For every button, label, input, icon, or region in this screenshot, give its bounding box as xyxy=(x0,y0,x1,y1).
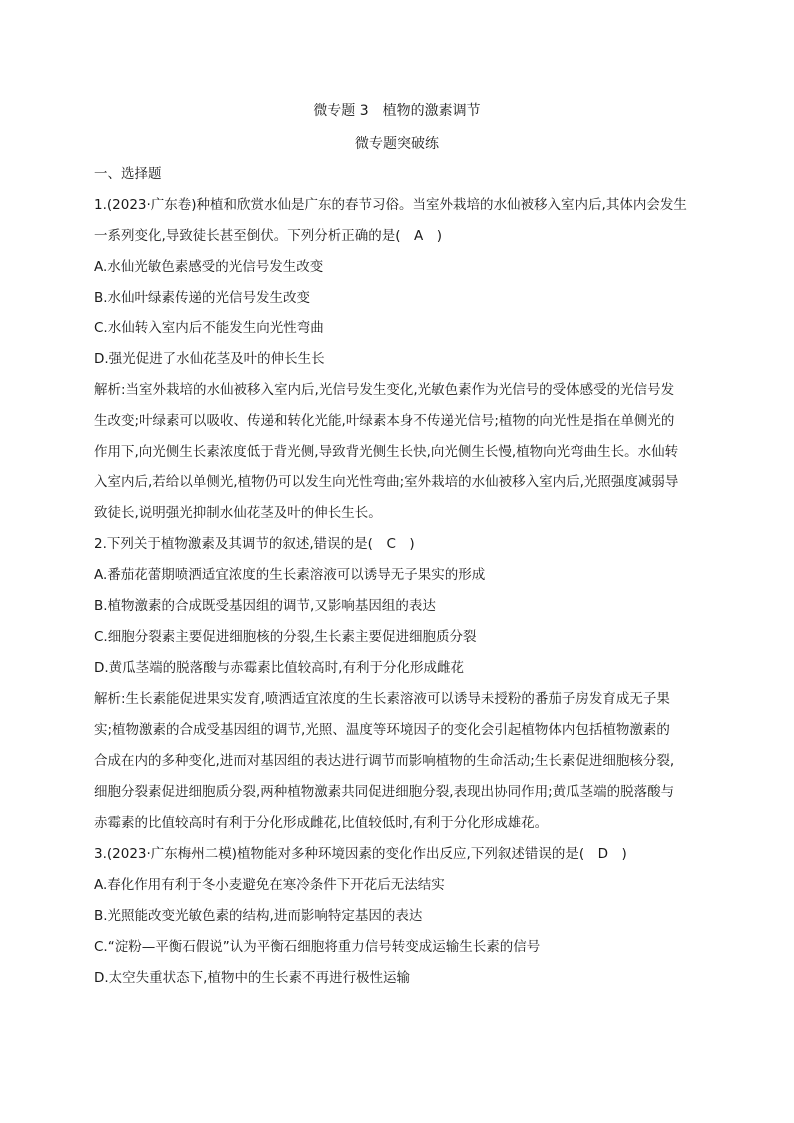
question-1-analysis-line-5: 致徒长,说明强光抑制水仙花茎及叶的伸长生长。 xyxy=(94,505,382,521)
question-1-analysis-line-3: 作用下,向光侧生长素浓度低于背光侧,导致背光侧生长快,向光侧生长慢,植物向光弯曲生长。水仙转 xyxy=(94,444,679,460)
page-subtitle: 微专题突破练 xyxy=(355,136,439,152)
question-3-option-d: D.太空失重状态下,植物中的生长素不再进行极性运输 xyxy=(94,970,410,986)
question-2-option-b: B.植物激素的合成既受基因组的调节,又影响基因组的表达 xyxy=(94,598,436,614)
question-3-option-b: B.光照能改变光敏色素的结构,进而影响特定基因的表达 xyxy=(94,908,423,924)
section-heading: 一、选择题 xyxy=(94,166,162,182)
question-2-analysis-line-5: 赤霉素的比值较高时有利于分化形成雌花,比值较低时,有利于分化形成雄花。 xyxy=(94,815,549,831)
question-2-analysis-line-1: 解析:生长素能促进果实发育,喷洒适宜浓度的生长素溶液可以诱导未授粉的番茄子房发育成无子果 xyxy=(94,691,670,707)
question-2-stem-line-1: 2.下列关于植物激素及其调节的叙述,错误的是( C ) xyxy=(94,536,415,552)
question-1-stem-line-1: 1.(2023·广东卷)种植和欣赏水仙是广东的春节习俗。当室外栽培的水仙被移入室内后,其体内会发生 xyxy=(94,197,687,213)
question-2-analysis-line-2: 实;植物激素的合成受基因组的调节,光照、温度等环境因子的变化会引起植物体内包括植物激素的 xyxy=(94,722,670,738)
question-1-analysis-line-2: 生改变;叶绿素可以吸收、传递和转化光能,叶绿素本身不传递光信号;植物的向光性是指在单侧光的 xyxy=(94,413,675,429)
question-1-option-d: D.强光促进了水仙花茎及叶的伸长生长 xyxy=(94,351,325,367)
question-3-option-c: C.“淀粉—平衡石假说”认为平衡石细胞将重力信号转变成运输生长素的信号 xyxy=(94,939,541,955)
question-2-option-d: D.黄瓜茎端的脱落酸与赤霉素比值较高时,有利于分化形成雌花 xyxy=(94,660,464,676)
question-2-option-c: C.细胞分裂素主要促进细胞核的分裂,生长素主要促进细胞质分裂 xyxy=(94,629,477,645)
question-1-option-b: B.水仙叶绿素传递的光信号发生改变 xyxy=(94,290,311,306)
question-1-analysis-line-1: 解析:当室外栽培的水仙被移入室内后,光信号发生变化,光敏色素作为光信号的受体感受的光信号发 xyxy=(94,382,675,398)
question-2-analysis-line-3: 合成在内的多种变化,进而对基因组的表达进行调节而影响植物的生命活动;生长素促进细胞核分裂, xyxy=(94,753,675,769)
question-2-option-a: A.番茄花蕾期喷洒适宜浓度的生长素溶液可以诱导无子果实的形成 xyxy=(94,567,486,583)
question-2-analysis-line-4: 细胞分裂素促进细胞质分裂,两种植物激素共同促进细胞分裂,表现出协同作用;黄瓜茎端的脱落酸与 xyxy=(94,784,675,800)
question-3-stem-line-1: 3.(2023·广东梅州二模)植物能对多种环境因素的变化作出反应,下列叙述错误的是( D ) xyxy=(94,846,627,862)
page-title: 微专题 3 植物的激素调节 xyxy=(313,103,481,119)
question-1-option-a: A.水仙光敏色素感受的光信号发生改变 xyxy=(94,259,324,275)
question-1-stem-line-2: 一系列变化,导致徒长甚至倒伏。下列分析正确的是( A ) xyxy=(94,228,443,244)
question-3-option-a: A.春化作用有利于冬小麦避免在寒冷条件下开花后无法结实 xyxy=(94,877,445,893)
question-1-analysis-line-4: 入室内后,若给以单侧光,植物仍可以发生向光性弯曲;室外栽培的水仙被移入室内后,光照强度减弱导 xyxy=(94,474,679,490)
question-1-option-c: C.水仙转入室内后不能发生向光性弯曲 xyxy=(94,320,324,336)
